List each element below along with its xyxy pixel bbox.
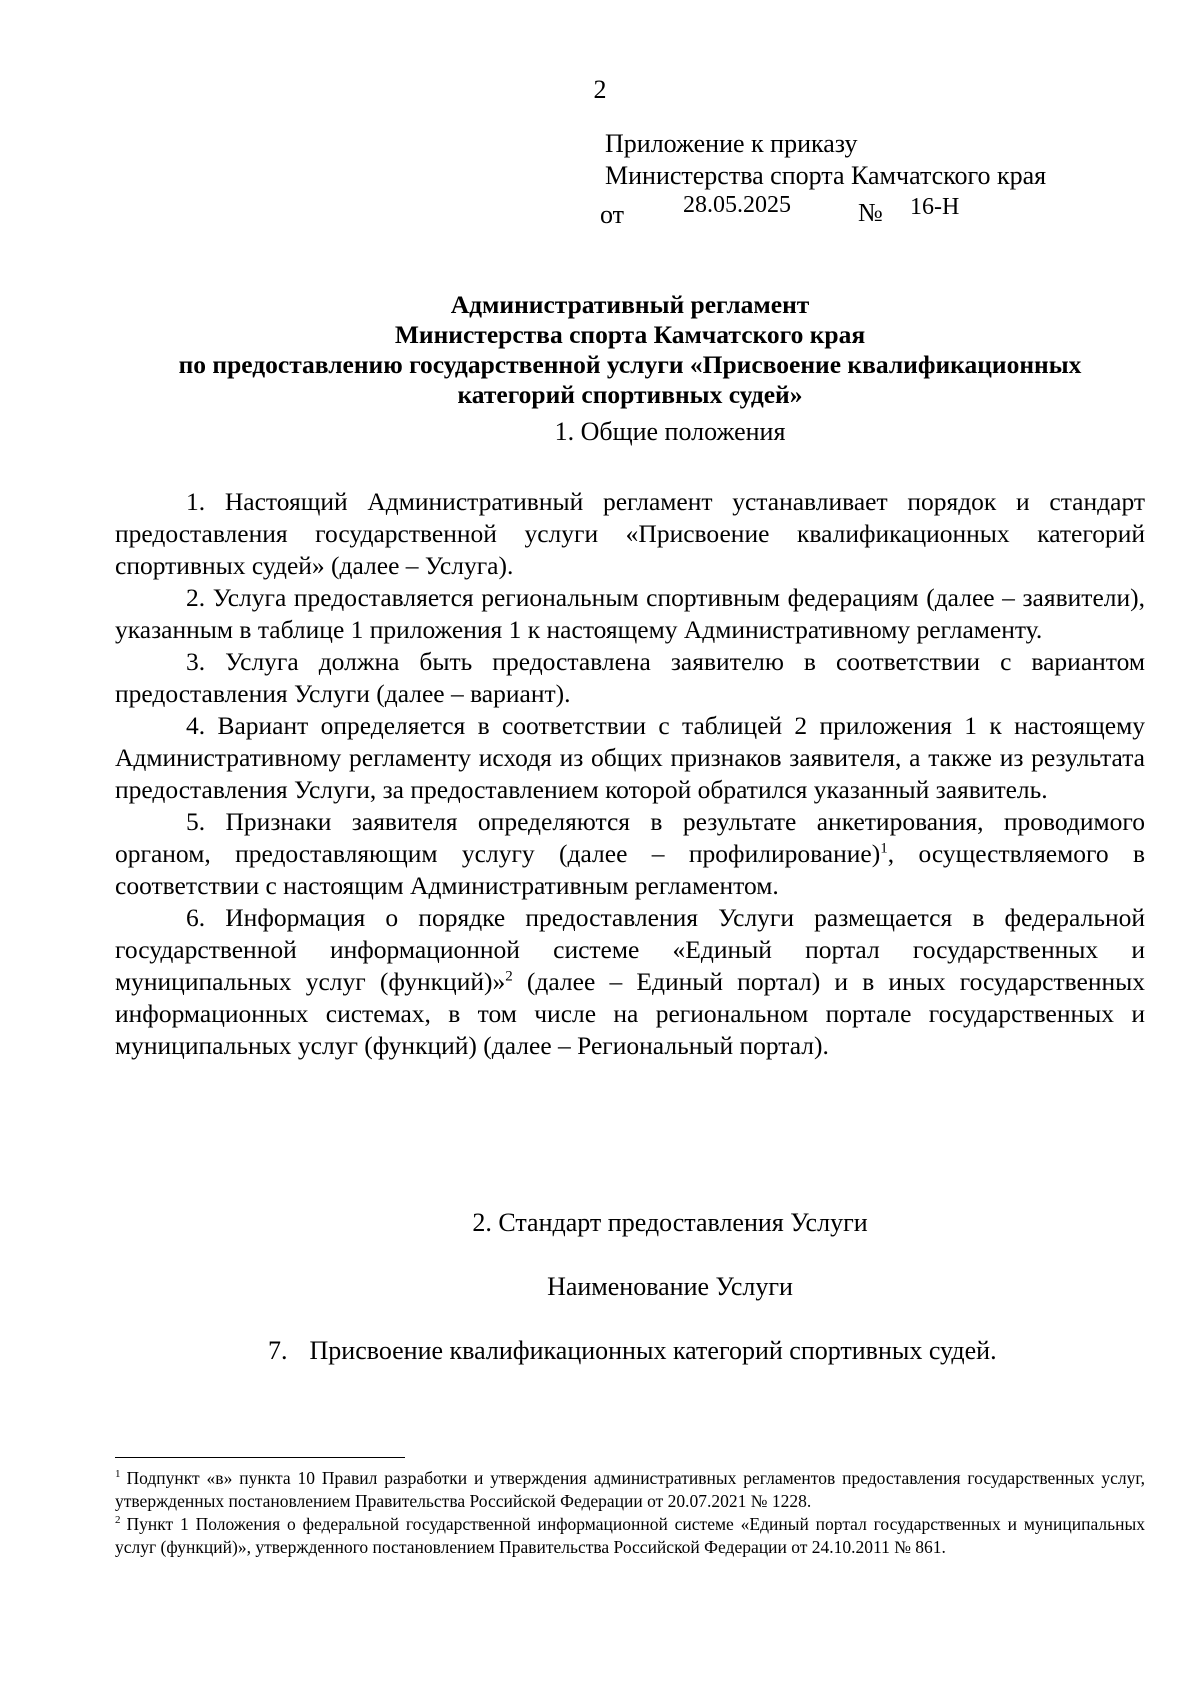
section-2-subheading: Наименование Услуги	[547, 1272, 793, 1301]
footnote-2-text: Пункт 1 Положения о федеральной государственной информационной системе «Единый портал государственных и муниципальных услуг (функций)», утвержденного постановлением Правительства Российской Федерации от 24.10.2011 № 861.	[115, 1514, 1145, 1557]
paragraph-5	[115, 806, 1145, 902]
title-line: Министерства спорта Камчатского края	[394, 320, 866, 349]
paragraph-6-text: 6. Информация о порядке предоставления Услуги размещается в федеральной государственной информационной системе «Единый портал государственных и муниципальных услуг (функций)»	[115, 903, 1145, 996]
body-text	[115, 486, 1145, 1062]
paragraph-6	[115, 902, 1145, 1062]
order-number-sign: №	[858, 198, 883, 227]
footnote-1-mark: 1	[115, 1468, 121, 1481]
section-1-heading: 1. Общие положения	[554, 417, 786, 446]
paragraph-6-text-cont: (далее – Единый портал) и в иных государственных информационных системах, в том числе на региональном портале государственных и муниципальных услуг (функций) (далее – Региональный портал).	[115, 967, 1145, 1060]
paragraph-5-text-cont: , осуществляемого в соответствии с настоящим Административным регламентом.	[115, 839, 1145, 900]
section-2-heading: 2. Стандарт предоставления Услуги	[472, 1208, 868, 1237]
appendix-line: Приложение к приказу	[605, 129, 858, 158]
footnote-1-text: Подпункт «в» пункта 10 Правил разработки и утверждения административных регламентов предоставления государственных услуг, утвержденных постановлением Правительства Российской Федерации от 20.07.2021 № 1228.	[115, 1468, 1145, 1511]
footnotes	[115, 1467, 1145, 1559]
footnote-2-mark: 2	[115, 1514, 121, 1527]
appendix-line: Министерства спорта Камчатского края	[605, 161, 1047, 190]
footnote-ref-2[interactable]: 2	[505, 968, 513, 985]
paragraph-2: 2. Услуга предоставляется региональным спортивным федерациям (далее – заявители), указанным в таблице 1 приложения 1 к настоящему Административному регламенту.	[115, 583, 1145, 644]
item-7-text: Присвоение квалификационных категорий спортивных судей.	[309, 1336, 997, 1365]
appendix-block	[605, 128, 1046, 192]
item-7	[268, 1335, 997, 1367]
order-number: 16-Н	[910, 194, 960, 220]
paragraph-5-text: 5. Признаки заявителя определяются в результате анкетирования, проводимого органом, предоставляющим услугу (далее – профилирование)	[115, 807, 1145, 868]
order-date: 28.05.2025	[683, 192, 791, 218]
footnote-2	[115, 1513, 1145, 1559]
footnote-ref-1[interactable]: 1	[880, 840, 888, 857]
item-7-number: 7.	[268, 1336, 288, 1365]
paragraph-3: 3. Услуга должна быть предоставлена заявителю в соответствии с вариантом предоставления Услуги (далее – вариант).	[115, 647, 1145, 708]
paragraph-4: 4. Вариант определяется в соответствии с таблицей 2 приложения 1 к настоящему Административному регламенту исходя из общих признаков заявителя, а также из результата предоставления Услуги, за предоставлением которой обратился указанный заявитель.	[115, 711, 1145, 804]
footnote-divider	[115, 1457, 405, 1458]
title-line: по предоставлению государственной услуги «Присвоение квалификационных	[178, 350, 1082, 379]
order-from-label: от	[600, 200, 625, 229]
page-number: 2	[593, 75, 607, 104]
document-title	[115, 290, 1145, 410]
paragraph-1: 1. Настоящий Административный регламент устанавливает порядок и стандарт предоставления государственной услуги «Присвоение квалификационных категорий спортивных судей» (далее – Услуга).	[115, 487, 1145, 580]
title-line: категорий спортивных судей»	[457, 380, 803, 409]
title-line: Административный регламент	[450, 290, 810, 319]
footnote-1	[115, 1467, 1145, 1513]
order-reference	[600, 192, 1000, 232]
